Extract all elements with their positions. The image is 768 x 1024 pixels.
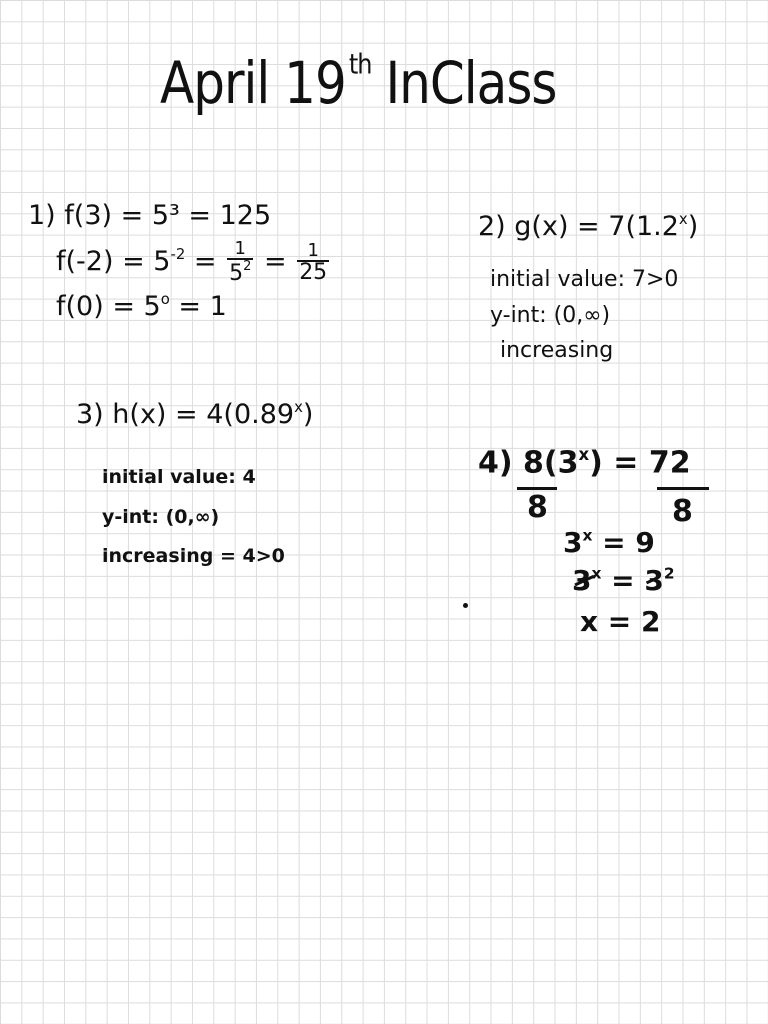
divisor-right: 8 [672, 494, 693, 529]
p4-line3-base-struck [572, 564, 601, 597]
problem-2-header [478, 210, 698, 242]
p4-line3-rexp: 2 [663, 564, 675, 583]
p1-line2-eq1: = [193, 246, 217, 277]
fraction-2-denominator: 25 [299, 259, 328, 285]
p4-line3-exp: x [591, 564, 602, 583]
p4-line3-eq: = [611, 564, 635, 597]
title-suffix: th [348, 48, 372, 81]
p4-line2-exp: x [582, 526, 593, 545]
problem-4-line-4: x = 2 [580, 605, 661, 638]
problem-4-line-2 [563, 526, 655, 559]
p1-line3-rhs: = 1 [178, 291, 227, 323]
fraction-2 [297, 239, 329, 285]
problem-2-initial-value: initial value: 7>0 [490, 267, 679, 292]
problem-1-line-2 [56, 240, 331, 285]
p4-line1-lhs: 4) 8(3 [478, 445, 579, 481]
p1-line2-lhs: f(-2) = 5 [56, 246, 171, 277]
problem-3-y-intercept: y-int: (0,∞) [102, 506, 220, 528]
title-word: InClass [385, 50, 557, 117]
p2-header-exp: x [678, 210, 688, 228]
p3-header-rhs: ) [302, 399, 314, 431]
p2-header-lhs: 2) g(x) = 7(1.2 [478, 211, 679, 243]
divide-bar-right [657, 487, 709, 490]
problem-4-line-1 [478, 445, 691, 480]
p1-line3-lhs: f(0) = 5 [56, 291, 161, 323]
p4-line1-exp: x [578, 445, 590, 464]
fraction-1-denominator [227, 260, 253, 285]
fraction-2-numerator: 1 [307, 239, 319, 261]
fraction-1-den-exp: 2 [243, 259, 252, 274]
p4-line1-rhs: ) = 72 [589, 445, 691, 481]
problem-4-line-3 [572, 564, 675, 597]
p4-line2-rhs: = 9 [602, 526, 655, 559]
problem-3-initial-value: initial value: 4 [102, 466, 256, 488]
fraction-1-numerator: 1 [234, 238, 246, 259]
problem-3-header [76, 398, 313, 430]
p3-header-exp: x [294, 398, 303, 416]
p2-header-rhs: ) [687, 211, 699, 243]
title-date: April 19 [160, 50, 346, 117]
p4-line3-base: 3 [572, 564, 592, 597]
divisor-left: 8 [527, 490, 548, 525]
p1-line2-exp: -2 [170, 244, 186, 263]
p4-line2-base: 3 [563, 526, 583, 559]
problem-2-y-intercept: y-int: (0,∞) [490, 303, 611, 328]
p3-header-lhs: 3) h(x) = 4(0.89 [76, 399, 295, 431]
p4-line3-rbase: 3 [644, 564, 664, 597]
problem-1-line-3 [56, 290, 227, 322]
fraction-1 [227, 240, 253, 285]
stray-dot [463, 603, 468, 608]
problem-3-behavior: increasing = 4>0 [102, 545, 285, 567]
page-title [160, 48, 556, 117]
fraction-1-den-base: 5 [229, 261, 244, 286]
p4-line3-rbase-struck [644, 564, 663, 597]
p1-line3-exp: o [160, 290, 170, 308]
p1-line2-eq2: = [263, 246, 287, 277]
problem-2-behavior: increasing [500, 338, 614, 363]
problem-1-line-1: 1) f(3) = 5³ = 125 [28, 200, 272, 231]
